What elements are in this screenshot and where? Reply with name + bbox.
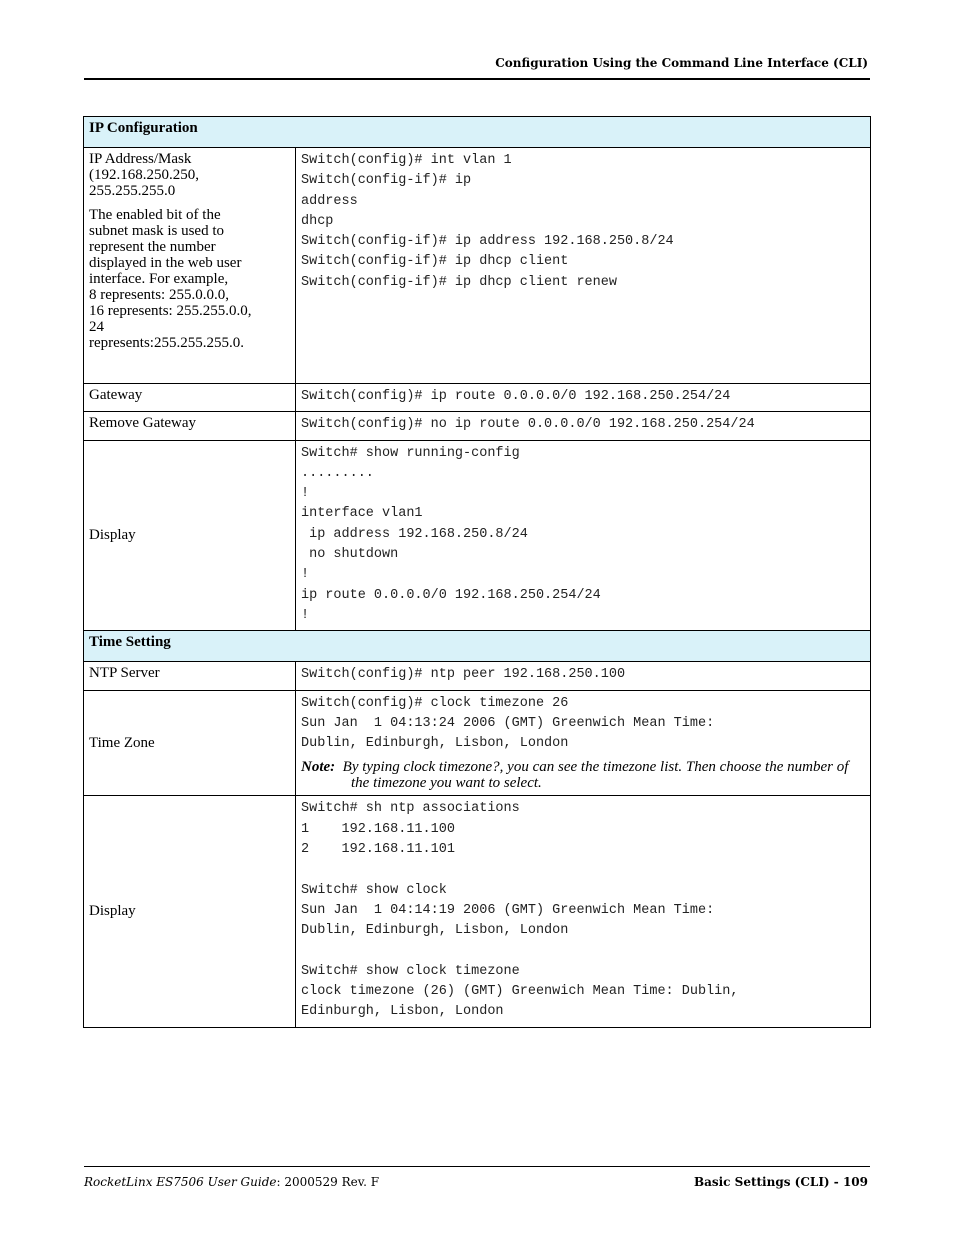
gateway-command: Switch(config)# ip route 0.0.0.0/0 192.168.250.254/24	[301, 389, 731, 404]
section-row-ip	[84, 117, 871, 148]
timezone-note	[301, 759, 865, 791]
ntp-server-command-cell	[296, 662, 871, 690]
section-title-ip-configuration: IP Configuration	[84, 117, 871, 148]
table-row	[84, 690, 871, 796]
ntp-server-label: NTP Server	[84, 662, 296, 690]
table-row	[84, 412, 871, 440]
footer-page-number: Basic Settings (CLI) - 109	[693, 1175, 868, 1189]
remove-gateway-command: Switch(config)# no ip route 0.0.0.0/0 192.168.250.254/24	[301, 417, 755, 433]
footer-doc-number: : 2000529 Rev. F	[276, 1175, 380, 1189]
ip-address-description: The enabled bit of the subnet mask is used to represent the number displayed in the web user interface. For example, 8 represents: 255.0.0.0, 16 represents: 255.255.0.0, 24 represents:255.255.255.0.	[89, 207, 252, 351]
display-ip-label: Display	[84, 440, 296, 631]
gateway-label: Gateway	[84, 384, 296, 412]
time-zone-label: Time Zone	[84, 690, 296, 796]
cli-config-table	[83, 116, 871, 1028]
table-row	[84, 440, 871, 631]
display-time-command-cell	[296, 796, 871, 1027]
display-ip-command-block: Switch# show running-config ......... ! interface vlan1 ip address 192.168.250.8/24 no shutdown ! ip route 0.0.0.0/0 192.168.250.254/24 !	[301, 445, 601, 623]
remove-gateway-command-cell	[296, 412, 871, 440]
time-zone-command-cell	[296, 690, 871, 796]
ip-address-command-block: Switch(config)# int vlan 1 Switch(config-if)# ip address dhcp Switch(config-if)# ip address 192.168.250.8/24 Switch(config-if)# ip dhcp client Switch(config-if)# ip dhcp client renew	[301, 153, 674, 290]
time-zone-command-block: Switch(config)# clock timezone 26 Sun Jan 1 04:13:24 2006 (GMT) Greenwich Mean Time: Dublin, Edinburgh, Lisbon, London	[301, 695, 715, 752]
table-row	[84, 384, 871, 412]
table-row	[84, 662, 871, 690]
note-label: Note:	[301, 759, 336, 776]
header-divider	[84, 78, 870, 80]
display-ip-command-cell	[296, 440, 871, 631]
ip-address-label: IP Address/Mask (192.168.250.250, 255.255.255.0	[89, 151, 199, 199]
footer-divider	[84, 1166, 870, 1167]
footer-document-info	[84, 1175, 379, 1189]
running-header: Configuration Using the Command Line Interface (CLI)	[495, 56, 868, 70]
ip-address-label-cell	[84, 148, 296, 384]
note-text: By typing clock timezone?, you can see the timezone list. Then choose the number of the timezone you want to select.	[342, 759, 849, 792]
ntp-server-command: Switch(config)# ntp peer 192.168.250.100	[301, 667, 626, 683]
ip-address-command-cell	[296, 148, 871, 384]
remove-gateway-label: Remove Gateway	[84, 412, 296, 440]
gateway-command-cell	[296, 384, 871, 412]
footer-product: RocketLinx ES7506 User Guide	[84, 1175, 277, 1189]
display-time-label: Display	[84, 796, 296, 1027]
section-row-time	[84, 631, 871, 662]
table-row	[84, 148, 871, 384]
table-row	[84, 796, 871, 1027]
section-title-time-setting: Time Setting	[84, 631, 871, 662]
display-time-command-block: Switch# sh ntp associations 1 192.168.11.100 2 192.168.11.101 Switch# show clock Sun Jan 1 04:14:19 2006 (GMT) Greenwich Mean Time: Dublin, Edinburgh, Lisbon, London Switch# show clock timezone clock timezone (26) (GMT) Greenwich Mean Time: Dublin, Edinburgh, Lisbon, London	[301, 801, 739, 1020]
